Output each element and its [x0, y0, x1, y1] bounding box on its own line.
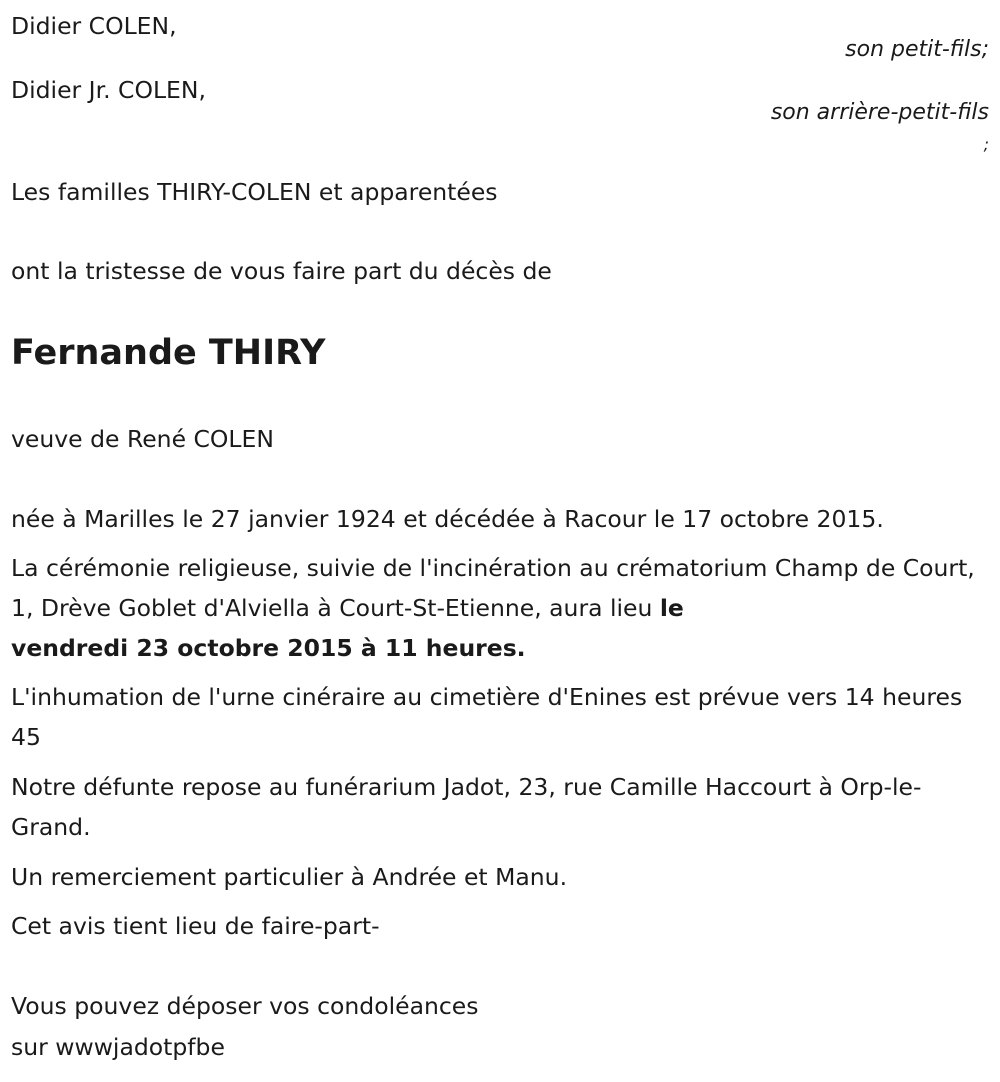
relative-name-2: Didier Jr. COLEN,: [11, 76, 206, 104]
announcement-line: ont la tristesse de vous faire part du décès de: [11, 257, 552, 285]
condolences-line-2: sur wwwjadotpfbe: [11, 1033, 225, 1061]
relative-relation-2: son arrière-petit-fils: [770, 100, 989, 125]
ceremony-date-bold-1: le: [659, 594, 684, 622]
ceremony-paragraph: [11, 548, 991, 668]
ceremony-text: La cérémonie religieuse, suivie de l'incinération au crématorium Champ de Court, 1, Drève Goblet d'Alviella à Court-St-Etienne, aura lieu: [11, 554, 975, 622]
ceremony-date-bold-2: vendredi 23 octobre 2015 à 11 heures.: [11, 634, 526, 662]
widow-of-line: veuve de René COLEN: [11, 425, 274, 453]
birth-death-line: née à Marilles le 27 janvier 1924 et décédée à Racour le 17 octobre 2015.: [11, 505, 884, 533]
families-line: Les familles THIRY-COLEN et apparentées: [11, 178, 498, 206]
relative-name-1: Didier COLEN,: [11, 12, 177, 40]
relative-relation-1: son petit-fils;: [845, 37, 989, 62]
thanks-line: Un remerciement particulier à Andrée et Manu.: [11, 863, 568, 891]
condolences-line-1: Vous pouvez déposer vos condoléances: [11, 992, 479, 1020]
burial-paragraph: L'inhumation de l'urne cinéraire au cimetière d'Enines est prévue vers 14 heures 45: [11, 683, 963, 751]
deceased-name: Fernande THIRY: [11, 333, 326, 373]
notice-line: Cet avis tient lieu de faire-part-: [11, 912, 380, 940]
relative-relation-2-tail: ;: [983, 135, 989, 154]
rest-paragraph: Notre défunte repose au funérarium Jadot, 23, rue Camille Haccourt à Orp-le-Grand.: [11, 773, 922, 841]
